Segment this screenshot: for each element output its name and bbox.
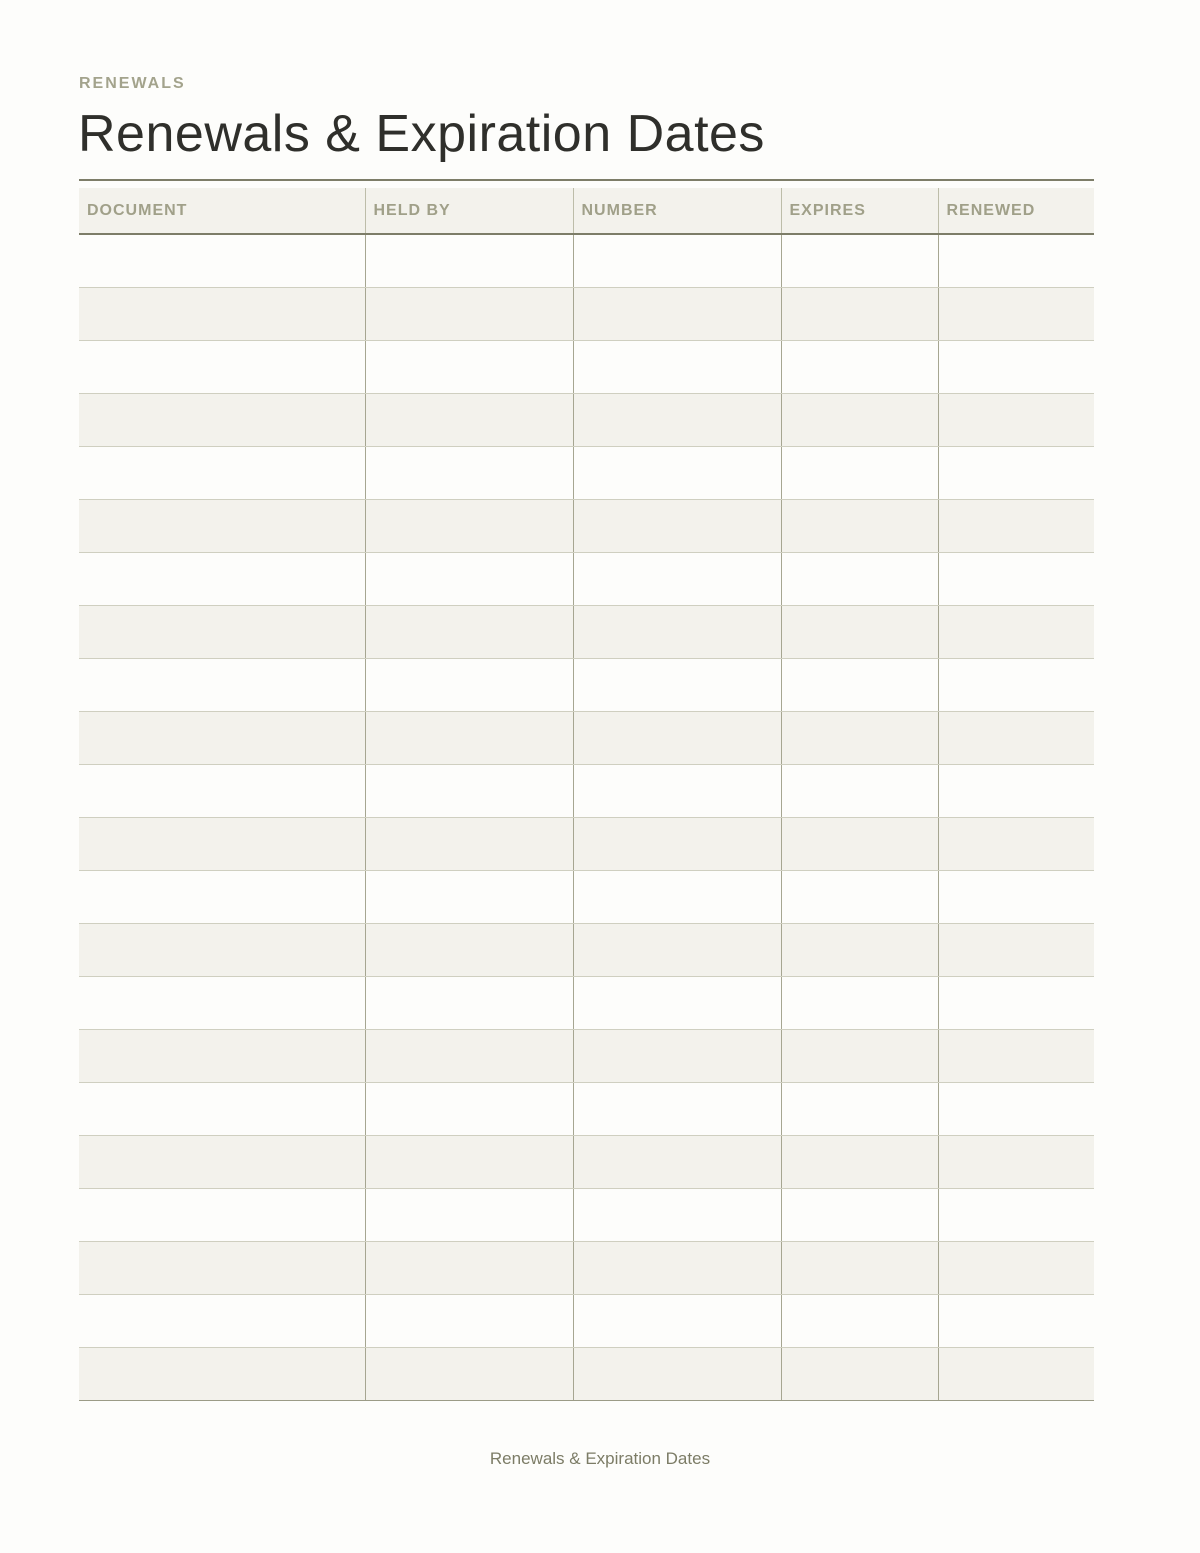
cell-document[interactable] [79, 553, 365, 606]
table-row [79, 871, 1094, 924]
cell-renewed[interactable] [938, 234, 1094, 288]
cell-document[interactable] [79, 924, 365, 977]
title-divider [79, 179, 1094, 181]
cell-held-by[interactable] [365, 765, 573, 818]
cell-renewed[interactable] [938, 394, 1094, 447]
cell-number[interactable] [573, 1242, 781, 1295]
cell-held-by[interactable] [365, 659, 573, 712]
cell-renewed[interactable] [938, 1295, 1094, 1348]
cell-expires[interactable] [781, 447, 938, 500]
column-header-document: DOCUMENT [79, 188, 365, 234]
cell-document[interactable] [79, 606, 365, 659]
cell-renewed[interactable] [938, 1348, 1094, 1401]
cell-number[interactable] [573, 659, 781, 712]
cell-number[interactable] [573, 1136, 781, 1189]
cell-renewed[interactable] [938, 341, 1094, 394]
cell-expires[interactable] [781, 394, 938, 447]
table-body [79, 234, 1094, 1401]
cell-document[interactable] [79, 765, 365, 818]
column-header-number: NUMBER [573, 188, 781, 234]
cell-expires[interactable] [781, 712, 938, 765]
cell-held-by[interactable] [365, 606, 573, 659]
cell-expires[interactable] [781, 765, 938, 818]
table-row [79, 553, 1094, 606]
table-row [79, 1295, 1094, 1348]
cell-document[interactable] [79, 712, 365, 765]
cell-number[interactable] [573, 288, 781, 341]
cell-held-by[interactable] [365, 977, 573, 1030]
cell-number[interactable] [573, 977, 781, 1030]
cell-renewed[interactable] [938, 288, 1094, 341]
cell-renewed[interactable] [938, 1136, 1094, 1189]
cell-document[interactable] [79, 1030, 365, 1083]
cell-expires[interactable] [781, 341, 938, 394]
cell-document[interactable] [79, 1083, 365, 1136]
cell-expires[interactable] [781, 924, 938, 977]
table-row [79, 234, 1094, 288]
cell-expires[interactable] [781, 1030, 938, 1083]
cell-number[interactable] [573, 818, 781, 871]
cell-renewed[interactable] [938, 977, 1094, 1030]
cell-renewed[interactable] [938, 1189, 1094, 1242]
table-row [79, 1030, 1094, 1083]
cell-renewed[interactable] [938, 500, 1094, 553]
cell-held-by[interactable] [365, 288, 573, 341]
cell-number[interactable] [573, 500, 781, 553]
cell-held-by[interactable] [365, 553, 573, 606]
table-row [79, 447, 1094, 500]
cell-held-by[interactable] [365, 1083, 573, 1136]
cell-document[interactable] [79, 394, 365, 447]
page-footer: Renewals & Expiration Dates [489, 1449, 711, 1468]
cell-document[interactable] [79, 288, 365, 341]
cell-renewed[interactable] [938, 1242, 1094, 1295]
cell-expires[interactable] [781, 1242, 938, 1295]
cell-number[interactable] [573, 341, 781, 394]
cell-held-by[interactable] [365, 818, 573, 871]
cell-number[interactable] [573, 606, 781, 659]
table-row [79, 1242, 1094, 1295]
cell-number[interactable] [573, 1348, 781, 1401]
table-row [79, 606, 1094, 659]
cell-document[interactable] [79, 500, 365, 553]
column-header-renewed: RENEWED [938, 188, 1094, 234]
cell-document[interactable] [79, 234, 365, 288]
cell-document[interactable] [79, 341, 365, 394]
cell-expires[interactable] [781, 606, 938, 659]
cell-number[interactable] [573, 712, 781, 765]
cell-expires[interactable] [781, 1295, 938, 1348]
table-row [79, 1348, 1094, 1401]
cell-expires[interactable] [781, 977, 938, 1030]
table-row [79, 712, 1094, 765]
cell-held-by[interactable] [365, 394, 573, 447]
cell-expires[interactable] [781, 1136, 938, 1189]
cell-number[interactable] [573, 1083, 781, 1136]
cell-expires[interactable] [781, 234, 938, 288]
cell-document[interactable] [79, 818, 365, 871]
cell-expires[interactable] [781, 871, 938, 924]
cell-held-by[interactable] [365, 1030, 573, 1083]
cell-held-by[interactable] [365, 1242, 573, 1295]
cell-document[interactable] [79, 1136, 365, 1189]
cell-held-by[interactable] [365, 1295, 573, 1348]
cell-renewed[interactable] [938, 553, 1094, 606]
cell-document[interactable] [79, 447, 365, 500]
table-row [79, 394, 1094, 447]
cell-renewed[interactable] [938, 818, 1094, 871]
cell-held-by[interactable] [365, 341, 573, 394]
cell-expires[interactable] [781, 818, 938, 871]
cell-held-by[interactable] [365, 1136, 573, 1189]
cell-expires[interactable] [781, 1189, 938, 1242]
cell-document[interactable] [79, 1189, 365, 1242]
table-row [79, 341, 1094, 394]
renewals-table [79, 188, 1094, 1401]
cell-held-by[interactable] [365, 712, 573, 765]
column-header-held-by: HELD BY [365, 188, 573, 234]
cell-document[interactable] [79, 1348, 365, 1401]
cell-renewed[interactable] [938, 1030, 1094, 1083]
cell-expires[interactable] [781, 553, 938, 606]
cell-number[interactable] [573, 1030, 781, 1083]
cell-renewed[interactable] [938, 871, 1094, 924]
cell-number[interactable] [573, 234, 781, 288]
section-eyebrow: RENEWALS [79, 75, 186, 92]
table-row [79, 288, 1094, 341]
table-row [79, 977, 1094, 1030]
page-title: Renewals & Expiration Dates [78, 105, 765, 163]
cell-renewed[interactable] [938, 924, 1094, 977]
cell-document[interactable] [79, 1295, 365, 1348]
cell-number[interactable] [573, 447, 781, 500]
cell-held-by[interactable] [365, 447, 573, 500]
table-row [79, 1136, 1094, 1189]
table-row [79, 659, 1094, 712]
cell-number[interactable] [573, 394, 781, 447]
cell-renewed[interactable] [938, 765, 1094, 818]
table-row [79, 1189, 1094, 1242]
cell-number[interactable] [573, 765, 781, 818]
cell-expires[interactable] [781, 500, 938, 553]
cell-expires[interactable] [781, 288, 938, 341]
cell-renewed[interactable] [938, 659, 1094, 712]
table-row [79, 765, 1094, 818]
table-header-row [79, 188, 1094, 234]
table-row [79, 818, 1094, 871]
cell-expires[interactable] [781, 1083, 938, 1136]
cell-held-by[interactable] [365, 234, 573, 288]
table-row [79, 1083, 1094, 1136]
cell-renewed[interactable] [938, 447, 1094, 500]
cell-number[interactable] [573, 1295, 781, 1348]
cell-document[interactable] [79, 871, 365, 924]
cell-expires[interactable] [781, 1348, 938, 1401]
cell-held-by[interactable] [365, 871, 573, 924]
table-row [79, 924, 1094, 977]
cell-number[interactable] [573, 924, 781, 977]
cell-held-by[interactable] [365, 1348, 573, 1401]
cell-expires[interactable] [781, 659, 938, 712]
cell-renewed[interactable] [938, 606, 1094, 659]
cell-held-by[interactable] [365, 500, 573, 553]
cell-number[interactable] [573, 553, 781, 606]
cell-held-by[interactable] [365, 1189, 573, 1242]
cell-document[interactable] [79, 659, 365, 712]
cell-document[interactable] [79, 1242, 365, 1295]
cell-held-by[interactable] [365, 924, 573, 977]
cell-number[interactable] [573, 1189, 781, 1242]
table-row [79, 500, 1094, 553]
column-header-expires: EXPIRES [781, 188, 938, 234]
cell-document[interactable] [79, 977, 365, 1030]
cell-renewed[interactable] [938, 712, 1094, 765]
cell-number[interactable] [573, 871, 781, 924]
cell-renewed[interactable] [938, 1083, 1094, 1136]
